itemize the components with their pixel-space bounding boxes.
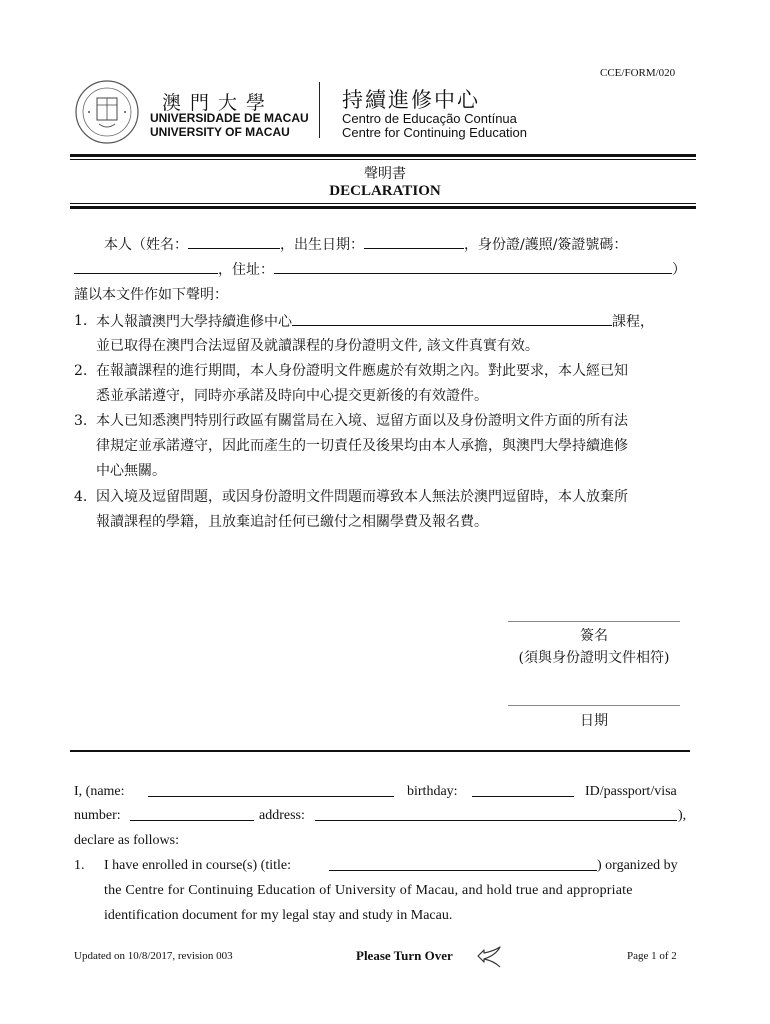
turn-over-arrow-icon	[474, 941, 504, 971]
zh-item-3-line-3: 中心無關。	[96, 463, 166, 479]
en-item-1-end: ) organized by	[597, 858, 678, 873]
signature-note: (須與身份證明文件相符)	[518, 650, 670, 666]
centre-name-pt: Centro de Educação Contínua	[342, 111, 517, 126]
zh-item-1-text: 本人報讀澳門大學持續進修中心	[96, 314, 292, 330]
zh-name-label: 本人（姓名：	[104, 237, 188, 253]
title-zh: 聲明書	[364, 166, 406, 182]
zh-address-label: ，住址：	[218, 262, 274, 278]
en-close-paren: ),	[678, 808, 687, 823]
signature-label: 簽名	[580, 628, 608, 644]
zh-item-1-line-1	[96, 311, 654, 332]
zh-course-field[interactable]	[292, 311, 612, 326]
item-number: 3.	[74, 413, 88, 429]
centre-name-en: Centre for Continuing Education	[342, 125, 528, 140]
en-course-field[interactable]	[329, 856, 597, 871]
zh-item-1	[74, 311, 87, 331]
title-rule-top	[70, 154, 696, 157]
en-id-label: ID/passport/visa	[585, 784, 677, 799]
title-rule-bottom	[70, 206, 696, 209]
zh-address-field[interactable]	[274, 259, 672, 274]
centre-name-zh: 持續進修中心	[342, 88, 480, 112]
title-en: DECLARATION	[329, 183, 441, 199]
date-label: 日期	[580, 713, 608, 729]
zh-birth-field[interactable]	[364, 234, 464, 249]
en-name-label: I, (name:	[74, 784, 125, 799]
zh-intro: 謹以本文件作如下聲明：	[74, 287, 228, 303]
turn-over-label: Please Turn Over	[356, 948, 453, 963]
en-birthday-field[interactable]	[472, 782, 574, 797]
form-code: CCE/FORM/020	[600, 67, 676, 79]
title-rule-top-thin	[70, 159, 696, 160]
zh-birth-label: ，出生日期：	[280, 237, 364, 253]
section-divider	[70, 750, 690, 752]
zh-item-1-line-2: 並已取得在澳門合法逗留及就讀課程的身份證明文件, 該文件真實有效。	[96, 338, 539, 354]
title-rule-bottom-thin	[70, 203, 696, 204]
date-line[interactable]	[508, 705, 680, 706]
zh-item-3-line-1: 本人已知悉澳門特別行政區有關當局在入境、逗留方面以及身份證明文件方面的所有法	[96, 413, 628, 429]
zh-name-field[interactable]	[188, 234, 280, 249]
zh-close-paren: ）	[672, 262, 686, 278]
en-id-field[interactable]	[130, 806, 254, 821]
item-number: 1.	[74, 858, 85, 873]
zh-id-field[interactable]	[74, 259, 218, 274]
en-item-1-text: I have enrolled in course(s) (title:	[104, 858, 291, 873]
en-address-label: address:	[259, 808, 305, 823]
zh-line-1	[104, 234, 627, 255]
zh-id-label: ，身份證/護照/簽證號碼：	[464, 237, 628, 253]
zh-item-2-line-1: 在報讀課程的進行期間，本人身份證明文件應處於有效期之內。對此要求，本人經已知	[96, 363, 628, 379]
en-intro: declare as follows:	[74, 833, 179, 848]
en-number-label: number:	[74, 808, 121, 823]
university-seal-icon	[75, 80, 139, 144]
header-divider	[319, 82, 320, 138]
university-name-en: UNIVERSITY OF MACAU	[150, 125, 290, 139]
en-item-1-line-3: identification document for my legal stay and study in Macau.	[104, 908, 453, 923]
item-number: 2.	[74, 363, 88, 379]
en-name-field[interactable]	[148, 782, 394, 797]
zh-line-2	[74, 259, 686, 280]
university-name-zh: 澳門大學	[162, 92, 275, 114]
page-number: Page 1 of 2	[627, 950, 677, 962]
item-number: 4.	[74, 489, 88, 505]
zh-item-1-end: 課程，	[612, 314, 654, 330]
zh-item-3-line-2: 律規定並承諾遵守，因此而產生的一切責任及後果均由本人承擔，與澳門大學持續進修	[96, 438, 628, 454]
en-line-1	[74, 782, 125, 802]
zh-item-4-line-1: 因入境及逗留問題，或因身份證明文件問題而導致本人無法於澳門逗留時，本人放棄所	[96, 489, 628, 505]
signature-line[interactable]	[508, 621, 680, 622]
zh-item-2-line-2: 悉並承諾遵守，同時亦承諾及時向中心提交更新後的有效證件。	[96, 388, 488, 404]
en-birthday-label: birthday:	[407, 784, 458, 799]
zh-item-4-line-2: 報讀課程的學籍，且放棄追討任何已繳付之相關學費及報名費。	[96, 514, 488, 530]
university-name-pt: UNIVERSIDADE DE MACAU	[150, 111, 309, 125]
en-item-1-line-2: the Centre for Continuing Education of University of Macau, and hold true and appropriate	[104, 883, 633, 898]
revision-note: Updated on 10/8/2017, revision 003	[74, 950, 233, 962]
item-number: 1.	[74, 313, 88, 329]
en-address-field[interactable]	[315, 806, 677, 821]
